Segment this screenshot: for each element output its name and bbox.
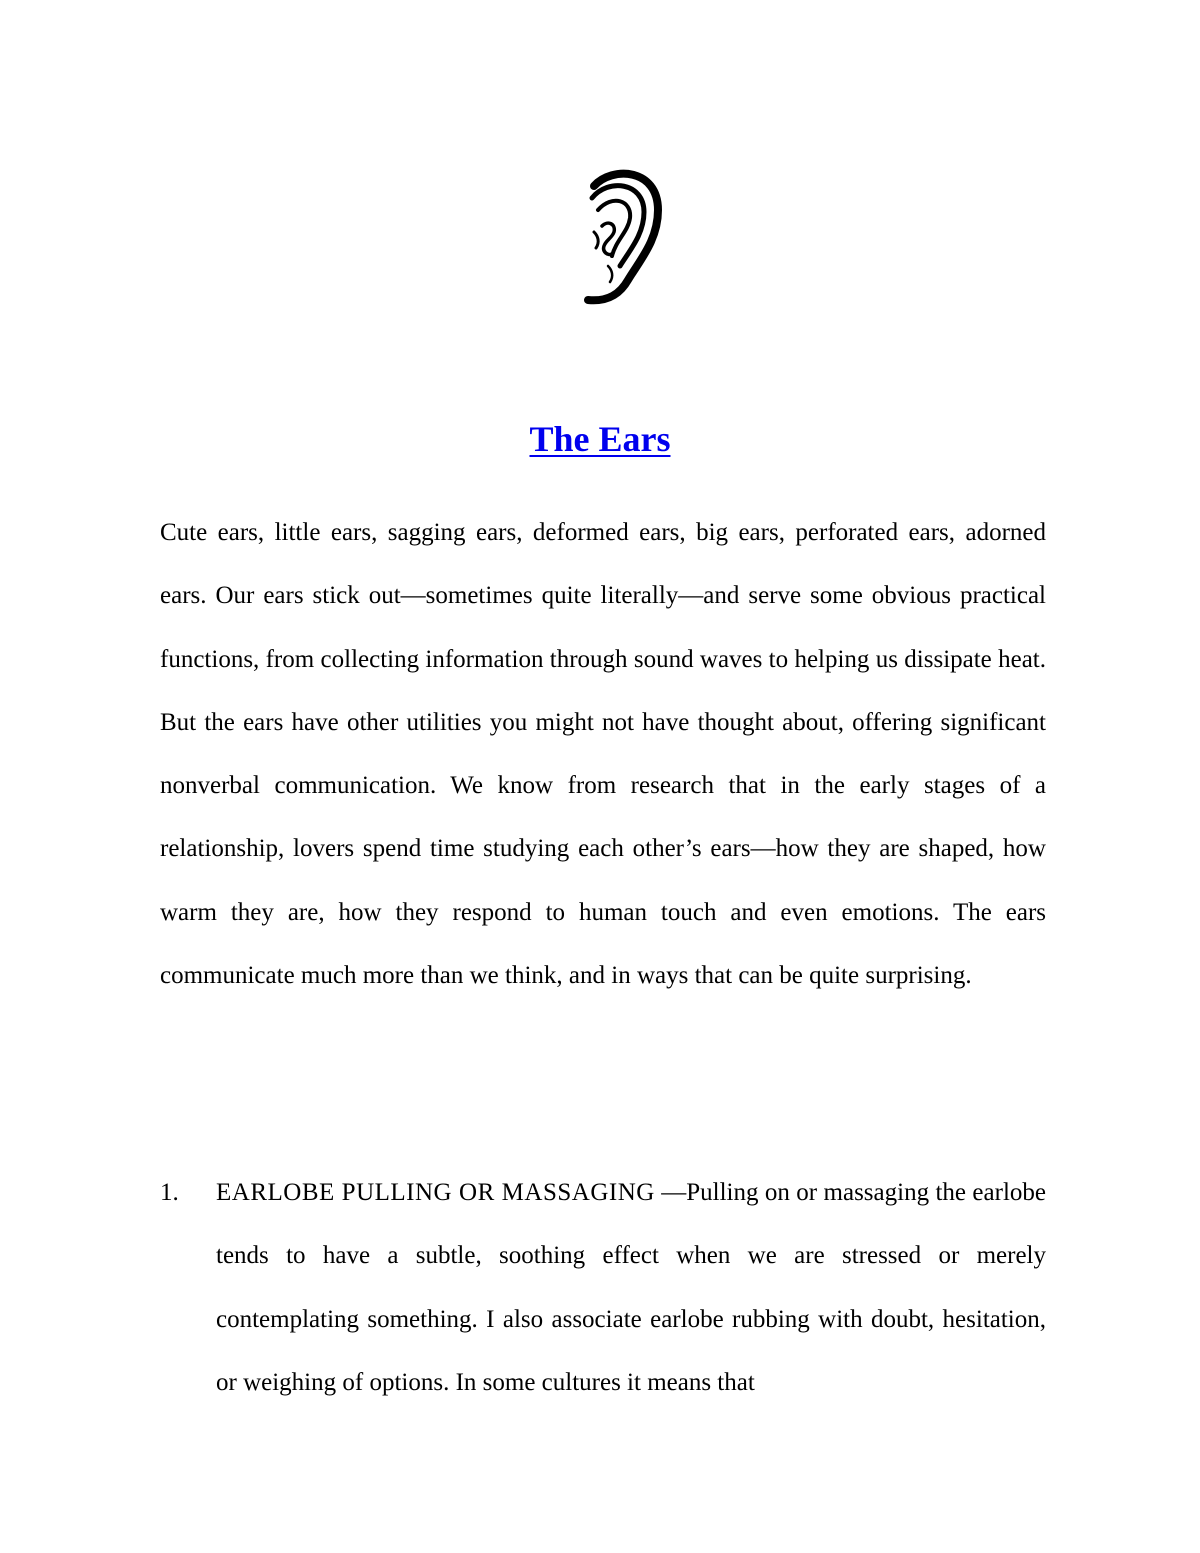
behavior-list [160,1161,1046,1414]
list-item-text: —Pulling on or massaging the earlobe tends to have a subtle, soothing effect when we are stressed or merely contemplating something. I also associate earlobe rubbing with doubt, hesitation, or weighing of options. In some cultures it means that [216,1179,1046,1396]
page-title [0,415,1200,463]
list-item-heading: EARLOBE PULLING OR MASSAGING [216,1179,655,1206]
intro-paragraph: Cute ears, little ears, sagging ears, deformed ears, big ears, perforated ears, adorned ears. Our ears stick out—sometimes quite literally—and serve some obvious practical functions, from collecting information through sound waves to helping us dissipate heat. But the ears have other utilities you might not have thought about, offering significant nonverbal communication. We know from research that in the early stages of a relationship, lovers spend time studying each other’s ears—how they are shaped, how warm they are, how they respond to human touch and even emotions. The ears communicate much more than we think, and in ways that can be quite surprising. [160,519,1046,990]
list-item-number: 1. [160,1179,179,1206]
title-link[interactable]: The Ears [529,419,671,459]
ear-icon [578,166,664,308]
list-item [160,1161,1046,1414]
